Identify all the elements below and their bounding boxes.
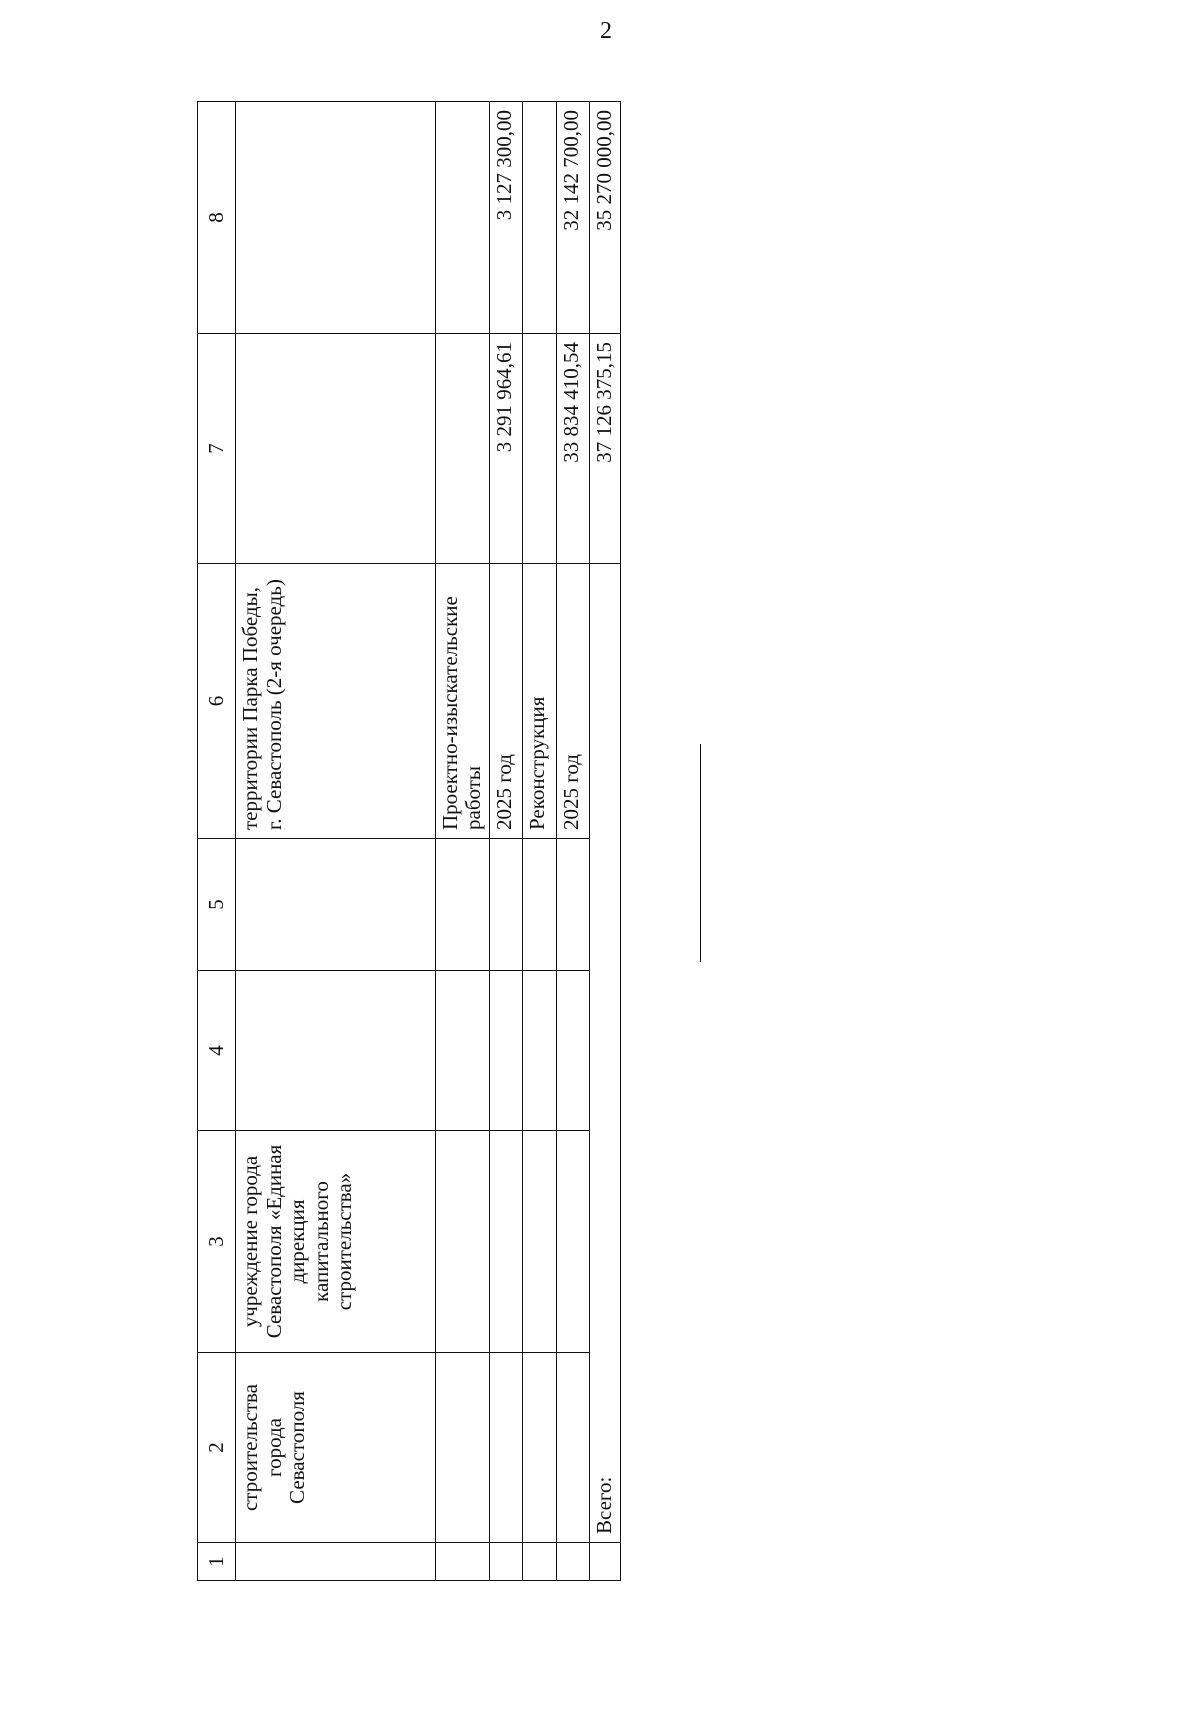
cell [523,102,556,334]
cell [523,839,556,971]
header-col-1: 1 [198,1543,236,1581]
header-col-6: 6 [198,564,236,839]
cell-work-type: Проектно-изыскательские работы [435,564,489,839]
cell-year: 2025 год [490,564,523,839]
table-row-reconstruction-year [556,102,589,1581]
cell [236,1543,435,1581]
cell-amount-7: 3 291 964,61 [490,334,523,564]
table-header-row [198,102,236,1581]
cell [523,1543,556,1581]
cell [556,971,589,1131]
header-col-3: 3 [198,1131,236,1353]
cell [236,334,435,564]
cell [556,1543,589,1581]
cell [490,971,523,1131]
cell-object: территории Парка Победы, г. Севастополь (2-я очередь) [236,564,435,839]
cell-amount-8: 32 142 700,00 [556,102,589,334]
cell-work-type: Реконструкция [523,564,556,839]
page-number: 2 [600,18,612,44]
cell-total-label: Всего: [589,564,620,1543]
header-col-4: 4 [198,971,236,1131]
table-row-survey [435,102,489,1581]
cell [556,1353,589,1543]
cell [435,1131,489,1353]
divider-line [700,744,701,962]
cell [490,1353,523,1543]
table-row-reconstruction [523,102,556,1581]
cell [523,1353,556,1543]
cell [523,1131,556,1353]
table-row-main [236,102,435,1581]
cell [435,1353,489,1543]
cell [236,102,435,334]
cell [523,334,556,564]
cell [435,334,489,564]
cell [490,839,523,971]
cell [435,102,489,334]
cell-amount-7: 33 834 410,54 [556,334,589,564]
table-row-total [589,102,620,1581]
cell [490,1131,523,1353]
data-table [197,101,621,1581]
cell [490,1543,523,1581]
cell [523,971,556,1131]
cell [435,971,489,1131]
table-row-survey-year [490,102,523,1581]
cell-year: 2025 год [556,564,589,839]
cell [556,1131,589,1353]
header-col-7: 7 [198,334,236,564]
cell-organization: строительства города Севастополя [236,1353,435,1543]
header-col-5: 5 [198,839,236,971]
cell-total-7: 37 126 375,15 [589,334,620,564]
header-col-8: 8 [198,102,236,334]
cell [435,839,489,971]
table-container [197,102,621,1581]
cell [556,839,589,971]
cell-amount-8: 3 127 300,00 [490,102,523,334]
cell [236,971,435,1131]
cell-institution: учреждение города Севастополя «Единая дирекция капитального строительства» [236,1131,435,1353]
cell [589,1543,620,1581]
header-col-2: 2 [198,1353,236,1543]
cell [435,1543,489,1581]
cell [236,839,435,971]
cell-total-8: 35 270 000,00 [589,102,620,334]
